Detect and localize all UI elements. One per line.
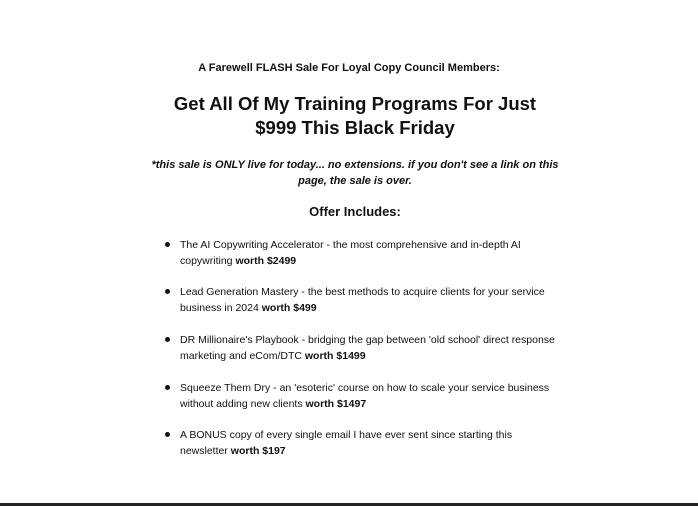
sale-headline <box>120 92 590 140</box>
offer-worth: worth $1497 <box>305 398 367 410</box>
offer-heading: Offer Includes: <box>309 204 401 219</box>
offer-worth: worth $197 <box>230 445 286 457</box>
offer-item-dr-millionaires-playbook <box>180 332 560 364</box>
offer-item-ai-copywriting-accelerator <box>180 237 560 269</box>
offer-description: DR Millionaire's Playbook - bridging the gap between 'old school' direct response marketing and eCom/DTC <box>180 334 555 362</box>
offer-description: The AI Copywriting Accelerator - the most comprehensive and in-depth AI copywriting <box>180 239 521 267</box>
bullet-icon <box>165 242 170 247</box>
offer-worth: worth $2499 <box>235 255 297 267</box>
offer-item-squeeze-them-dry <box>180 380 560 412</box>
offer-item-bonus-email-archive <box>180 427 560 459</box>
offer-worth: worth $1499 <box>304 350 366 362</box>
offer-item-lead-generation-mastery <box>180 284 560 316</box>
bullet-icon <box>165 289 170 294</box>
bullet-icon <box>165 337 170 342</box>
offer-description: Squeeze Them Dry - an 'esoteric' course on how to scale your service business without adding new clients <box>180 382 550 410</box>
headline-line-1: Get All Of My Training Programs For Just <box>173 93 537 114</box>
headline-line-2: $999 This Black Friday <box>255 117 455 138</box>
sale-kicker: A Farewell FLASH Sale For Loyal Copy Council Members: <box>198 62 500 74</box>
offer-worth: worth $499 <box>261 302 317 314</box>
offer-description: A BONUS copy of every single email I have ever sent since starting this newsletter <box>180 429 513 457</box>
sale-disclaimer: *this sale is ONLY live for today... no extensions. if you don't see a link on this page, the sale is over. <box>151 159 559 187</box>
bullet-icon <box>165 385 170 390</box>
bullet-icon <box>165 432 170 437</box>
offer-description: Lead Generation Mastery - the best methods to acquire clients for your service business in 2024 <box>180 286 545 314</box>
